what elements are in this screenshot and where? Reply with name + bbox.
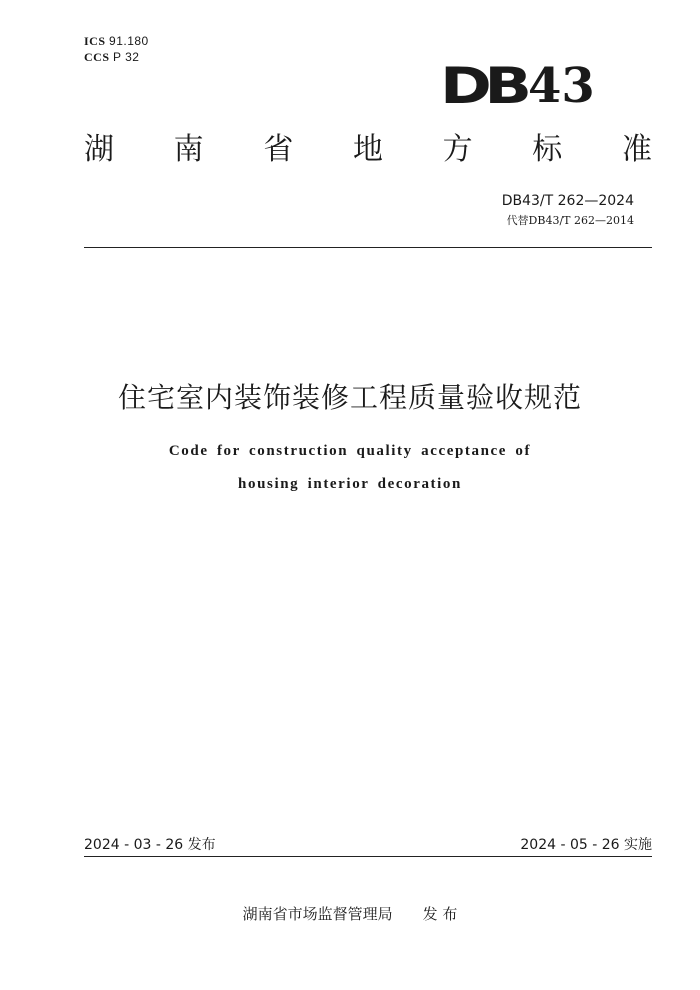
replaces-standard: 代替DB43/T 262—2014 xyxy=(506,214,634,227)
db-logo xyxy=(440,58,600,114)
ics-line xyxy=(84,33,149,49)
issuer-name: 湖南省市场监督管理局 xyxy=(242,905,393,923)
issuer-line xyxy=(0,902,700,926)
bottom-divider xyxy=(84,856,652,857)
ccs-label: CCS xyxy=(84,50,110,64)
top-divider xyxy=(84,247,652,248)
ccs-code: P 32 xyxy=(113,50,140,64)
implement-date: 2024 - 05 - 26 实施 xyxy=(520,837,652,853)
ics-code: 91.180 xyxy=(109,34,149,48)
document-title-cn: 住宅室内装饰装修工程质量验收规范 xyxy=(117,381,582,414)
standard-type-char: 标 xyxy=(532,132,563,167)
issuer-action: 发 布 xyxy=(422,905,458,923)
classification-codes xyxy=(84,33,149,65)
standard-type-char: 准 xyxy=(621,132,652,167)
standard-type-char: 方 xyxy=(442,132,473,167)
standard-type-char: 南 xyxy=(173,132,204,167)
document-title-en-line2: housing interior decoration xyxy=(238,476,462,492)
standard-number: DB43/T 262—2024 xyxy=(501,193,634,209)
standard-type-char: 湖 xyxy=(84,132,114,167)
db-logo-letters: DB xyxy=(440,57,525,115)
db-logo-number: 43 xyxy=(528,58,595,114)
standard-type-char: 地 xyxy=(352,132,383,167)
publish-date: 2024 - 03 - 26 发布 xyxy=(84,837,216,853)
standard-type-heading xyxy=(84,128,652,172)
ics-label: ICS xyxy=(84,34,106,48)
ccs-line xyxy=(84,49,149,65)
date-row xyxy=(84,834,652,856)
standard-type-char: 省 xyxy=(263,132,294,167)
document-title-en-line1: Code for construction quality acceptance of xyxy=(168,443,532,459)
